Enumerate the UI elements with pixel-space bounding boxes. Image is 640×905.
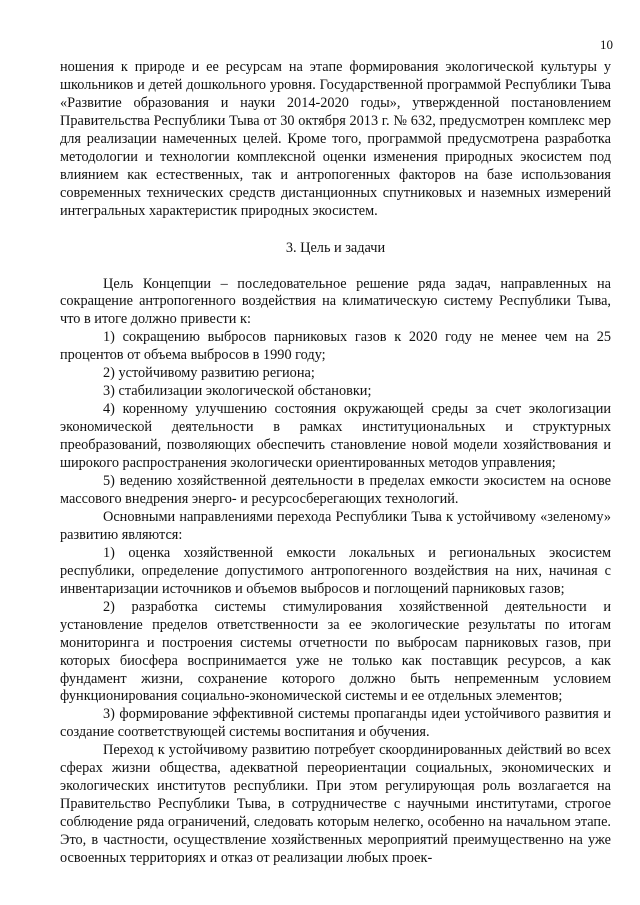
list-item-5: 5) ведению хозяйственной деятельности в пределах емкости экосистем на основе массового внедрения энерго- и ресурсосберегающих технологий. — [60, 473, 611, 507]
paragraph-goal: Цель Концепции – последовательное решение ряда задач, направленных на сокращение антропогенного воздействия на климатическую систему Республики Тыва, что в итоге должно привести к: — [60, 275, 611, 328]
direction-item-2: 2) разработка системы стимулирования хозяйственной деятельности и установление пределов ответственности за ее экологические результаты по итогам мониторинга и построения системы отчетности по выбросам парниковых газов, при которых биосфера воспринимается уже не только как поставщик ресурсов, а как фундамент жизни, сохранение которого должно быть непременным условием функционирования социально-экономической системы и ее отдельных элементов; — [60, 598, 611, 705]
paragraph-continuation: ношения к природе и ее ресурсам на этапе формирования экологической культуры у школьников и детей дошкольного уровня. Государственной программой Республики Тыва «Развитие образования и науки 2014-2020 годы», утвержденной постановлением Правительства Республики Тыва от 30 октября 2013 г. № 632, предусмотрен комплекс мер для реализации намеченных целей. Кроме того, программой предусмотрена разработка методологии и технологии комплексной оценки изменения природных экосистем под влиянием как естественных, так и антропогенных факторов на базе использования современных технических средств дистанционных спутниковых и наземных измерений интегральных характеристик природных экосистем. — [60, 59, 611, 219]
section-heading: 3. Цель и задачи — [285, 239, 386, 256]
list-item-1: 1) сокращению выбросов парниковых газов к 2020 году не менее чем на 25 процентов от объема выбросов в 1990 году; — [60, 329, 611, 364]
page-number: 10 — [600, 37, 613, 52]
paragraph-transition: Переход к устойчивому развитию потребует скоординированных действий во всех сферах жизни общества, адекватной переориентации социальных, экономических и экологических институтов республики. При этом регулирующая роль возлагается на Правительство Республики Тыва, в сотрудничестве с научными институтами, строгое соблюдение ряда ограничений, следовать которым нелегко, особенно на начальном этапе. Это, в частности, осуществление хозяйственных мероприятий преимущественно на уже освоенных территориях и отказ от реализации любых проек- — [60, 742, 611, 867]
direction-item-3: 3) формирование эффективной системы пропаганды идеи устойчивого развития и создание соответствующей системы воспитания и обучения. — [60, 706, 611, 741]
direction-item-1: 1) оценка хозяйственной емкости локальных и региональных экосистем республики, определение допустимого антропогенного воздействия на них, начиная с инвентаризации источников и объемов выбросов и поглощений парниковых газов; — [60, 544, 611, 597]
paragraph-directions: Основными направлениями перехода Республики Тыва к устойчивому «зеленому» развитию являются: — [60, 508, 611, 543]
list-item-2: 2) устойчивому развитию региона; — [103, 365, 315, 382]
list-item-3: 3) стабилизации экологической обстановки; — [103, 383, 372, 400]
document-body — [60, 59, 611, 868]
list-item-4: 4) коренному улучшению состояния окружающей среды за счет экологизации экономической деятельности в рамках институциональных и структурных преобразований, позволяющих обеспечить становление новой модели хозяйствования и широкого распространения экологически ориентированных методов управления; — [60, 401, 611, 472]
